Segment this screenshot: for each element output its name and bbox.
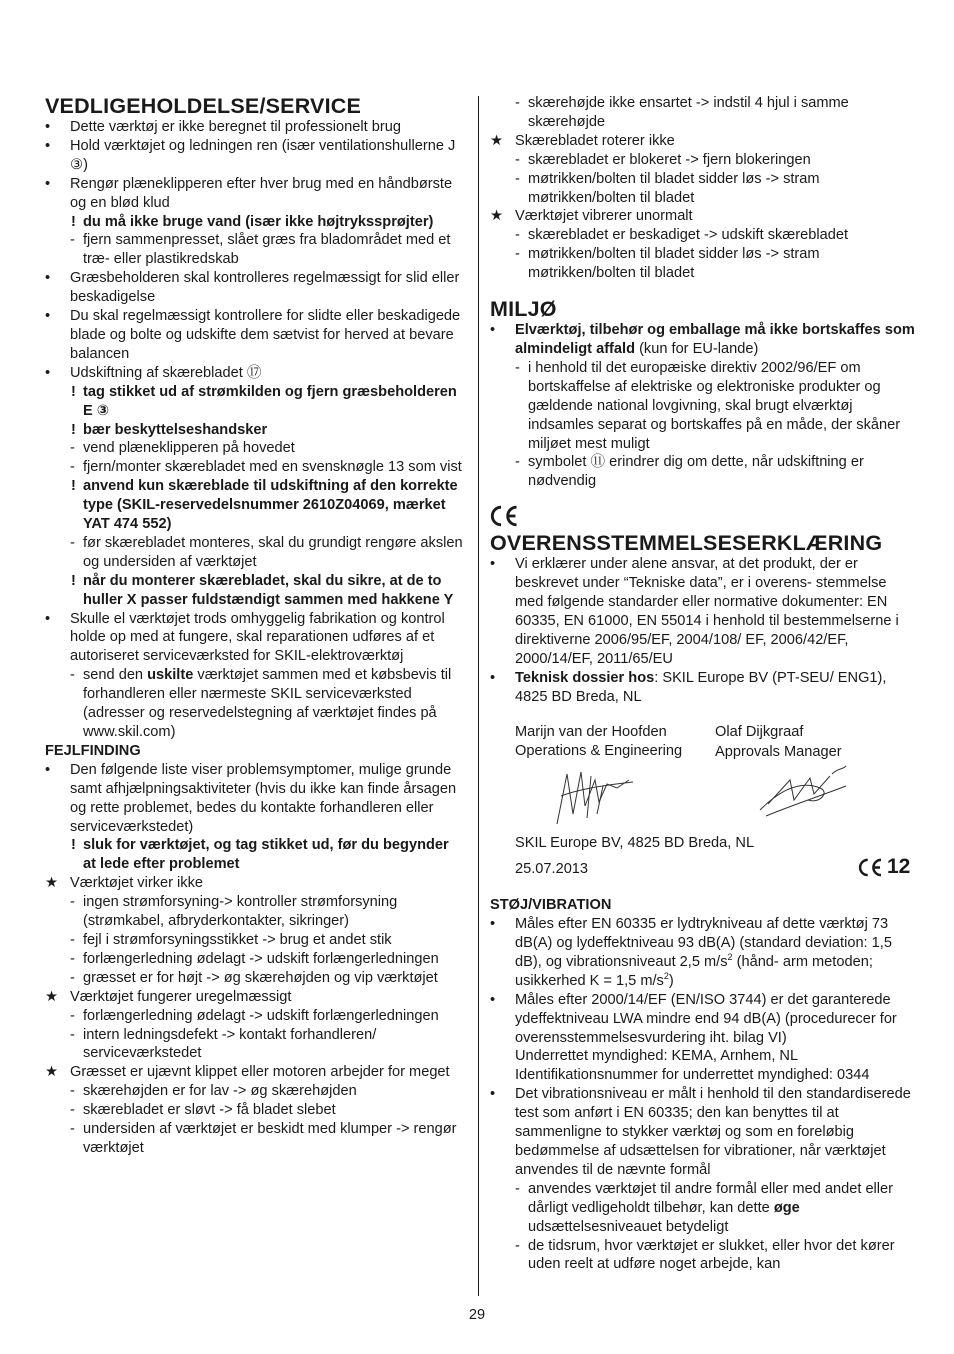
dash-marker: - [70,1007,75,1024]
warning-item [45,836,465,874]
dash-item [490,245,915,283]
spacer [490,283,915,297]
section-heading: OVERENSSTEMMELSESERKLÆRING [490,531,883,556]
dash-marker: - [70,894,75,911]
warning-item [45,213,465,232]
item-text: fejl i strømforsyningsstikket -> brug et andet stik [83,931,392,948]
dash-marker: - [515,151,520,168]
declaration-date: 25.07.2013 [515,861,589,878]
dash-marker: - [70,969,75,986]
item-text: Græsset er ujævnt klippet eller motoren arbejder for meget [70,1064,450,1081]
superscript: 2 [663,970,669,981]
item-text: Måles efter 2000/14/EF (EN/ISO 3744) er det garanterede ydeffektniveau LWA mindre end 94 dB(A) (procedurecer for overensstemmelsesvurdering iht. bilag VI) [515,991,897,1046]
item-text: Den følgende liste viser problemsymptomer, mulige grunde samt afhjælpningsaktiviteter (hvis du ikke kan finde årsagen og rette problemet, bedes du kontakte forhandleren eller serviceværkstedet) [70,761,457,835]
item-text: i henhold til det europæiske direktiv 2002/96/EF om bortskaffelse af elektriske og elektroniske produkter og gældende national lovgivning, skal brugt elværktøj indsamles separat og bortskaffes på en måde, der skåner miljøet mest muligt [528,359,901,452]
dash-item [490,1237,915,1275]
item-text: sluk for værktøjet, og tag stikket ud, før du begynder at lede efter problemet [83,837,449,873]
company-address: SKIL Europe BV, 4825 BD Breda, NL [515,835,755,852]
paragraph [490,1047,915,1066]
item-text: Græsbeholderen skal kontrolleres regelmæssigt for slid eller beskadigelse [70,270,460,306]
dash-marker: - [515,227,520,244]
section-heading: VEDLIGEHOLDELSE/SERVICE [45,94,362,118]
item-text: når du monterer skærebladet, skal du sikre, at de to huller X passer fuldstændigt sammen med hakkene Y [83,572,454,608]
item-text: Skærebladet roterer ikke [515,132,675,149]
right-column [490,94,915,1274]
item-text: skærebladet er blokeret -> fjern blokeringen [528,151,811,168]
dash-marker: - [70,440,75,457]
bullet-item [490,1085,915,1180]
item-text: møtrikken/bolten til bladet sidder løs -> stram møtrikken/bolten til bladet [528,170,820,206]
dash-marker: - [515,1237,520,1254]
item-text: vend plæneklipperen på hovedet [83,440,295,457]
dash-item [45,439,465,458]
exclamation-icon: ! [71,478,76,495]
item-text-cont: (hånd- arm metoden; usikkerhed K = 1,5 m/s [515,953,873,989]
exclamation-icon: ! [71,421,76,438]
bullet-item [490,555,915,668]
troubleshoot-symptom [45,874,465,893]
star-icon: ★ [490,132,504,149]
dash-item [45,1101,465,1120]
bullet-icon: • [45,137,51,154]
dash-item [45,534,465,572]
item-text-cont: ) [668,972,674,989]
item-text: skærehøjden er for lav -> øg skærehøjden [83,1083,357,1100]
item-text-cont: udsættelsesniveauet betydeligt [528,1218,729,1235]
dash-item [45,969,465,988]
bullet-icon: • [490,669,496,686]
bullet-item [45,137,465,175]
bullet-icon: • [45,119,51,135]
dash-marker: - [515,95,520,111]
troubleshoot-symptom [490,207,915,226]
item-text-cont: : SKIL Europe BV (PT-SEU/ ENG1), 4825 BD Breda, NL [515,669,887,705]
bullet-item [45,118,465,137]
signatory-2-name: Olaf Dijkgraaf [715,724,804,741]
dash-item [490,359,915,454]
item-text-cont: værktøjet sammen med et købsbevis til forhandleren eller nærmeste SKIL serviceværksted (adresser og reservedelstegning af værktøjet findes på www.skil.com) [83,667,452,740]
bullet-item [45,364,465,383]
item-text: intern ledningsdefekt -> kontakt forhandleren/ serviceværkstedet [83,1026,377,1062]
signatory-1-name: Marijn van der Hoofden [515,724,667,741]
bullet-item [490,915,915,991]
star-icon: ★ [490,208,504,225]
dash-item [45,1082,465,1101]
bullet-item [45,175,465,213]
dash-item [490,226,915,245]
item-text: før skærebladet monteres, skal du grundigt rengøre akslen og undersiden af værktøjet [83,534,463,570]
signature-block [490,723,915,884]
dash-marker: - [515,359,520,376]
item-text: anvendes værktøjet til andre formål eller med andet eller dårligt vedligeholdt tilbehør, kan dette [528,1180,894,1216]
dash-marker: - [70,232,75,249]
item-bold-text: uskilte [147,667,194,684]
dash-marker: - [515,170,520,187]
signatory-1 [515,723,715,762]
warning-item [45,572,465,610]
dash-item [490,94,915,132]
item-text: Rengør plæneklipperen efter hver brug med en håndbørste og en blød klud [70,175,453,211]
bullet-icon: • [490,1086,496,1103]
signatory-names [490,723,915,762]
bullet-icon: • [45,308,51,325]
item-bold-text: Elværktøj, tilbehør og emballage må ikke bortskaffes som almindeligt affald [515,322,915,357]
item-text: skærebladet er sløvt -> få bladet slebet [83,1102,336,1119]
dash-item [490,151,915,170]
page-number: 29 [468,1307,486,1323]
bullet-icon: • [490,916,496,933]
dash-item [490,1180,915,1237]
dash-item [45,950,465,969]
bullet-icon: • [45,270,51,287]
bullet-icon: • [490,322,496,339]
dash-marker: - [70,1121,75,1138]
bullet-item [45,761,465,837]
bullet-item [490,669,915,707]
dash-marker: - [515,246,520,263]
dash-item [45,231,465,269]
paragraph-text: Identifikationsnummer for underrettet myndighed: 0344 [515,1067,870,1084]
dash-item [45,1120,465,1158]
subsection-heading: FEJLFINDING [45,742,141,759]
dash-marker: - [70,667,75,684]
dash-marker: - [515,1180,520,1197]
dash-marker: - [70,459,75,476]
bullet-item [45,610,465,667]
bullet-item [490,321,915,359]
item-text-cont: (kun for EU-lande) [635,340,759,357]
superscript: 2 [727,952,733,963]
troubleshoot-symptom [490,132,915,151]
dash-item [45,458,465,477]
signature-1-image [537,766,637,830]
item-text: skærebladet er beskadiget -> udskift skærebladet [528,227,849,244]
ce-mark-icon [858,858,885,877]
exclamation-icon: ! [71,383,76,400]
item-bold-text: øge [773,1199,800,1216]
item-text: anvend kun skæreblade til udskiftning af den korrekte type (SKIL-reservedelsnummer 2610Z04069, mærket YAT 474 552) [83,478,458,533]
bullet-icon: • [490,991,496,1008]
item-text: Udskiftning af skærebladet ⑰ [70,364,262,381]
item-text: Vi erklærer under alene ansvar, at det produkt, der er beskrevet under “Tekniske data”, er i overens- stemmelse med følgende standarder eller normative dokumenter: EN 60335, EN 61000, EN 55014 i henhold til bestemmelserne i direktiverne 2006/95/EF, 2004/108/ EF, 2006/42/EF, 2000/14/EF, 2011/65/EU [515,556,899,667]
item-text: bær beskyttelseshandsker [83,421,268,438]
item-text: undersiden af værktøjet er beskidt med klumper -> rengør værktøjet [83,1121,457,1156]
item-text: forlængerledning ødelagt -> udskift forlængerledningen [83,950,439,967]
item-text: forlængerledning ødelagt -> udskift forlængerledningen [83,1007,439,1024]
dash-marker: - [70,950,75,967]
date-row [490,855,915,884]
exclamation-icon: ! [71,572,76,589]
item-text: Du skal regelmæssigt kontrollere for slidte eller beskadigede blade og bolte og udskifte dem sætvist for herved at bevare balancen [70,308,461,362]
item-text: skærehøjde ikke ensartet -> indstil 4 hjul i samme skærehøjde [528,95,849,130]
warning-item [45,477,465,534]
exclamation-icon: ! [71,213,76,230]
dash-marker: - [515,454,520,471]
dash-marker: - [70,1026,75,1043]
paragraph [490,1066,915,1085]
dash-marker: - [70,534,75,551]
star-icon: ★ [45,988,59,1005]
item-text: græsset er for højt -> øg skærehøjden og vip værktøjet [83,969,438,986]
dash-item [45,931,465,950]
item-text: du må ikke bruge vand (især ikke højtrykssprøjter) [83,213,434,230]
ce-mark-icon [490,505,521,527]
item-text: Værktøjet vibrerer unormalt [515,208,693,225]
section-heading: MILJØ [490,297,557,322]
signatures [515,762,915,832]
bullet-icon: • [490,556,496,573]
signatory-1-title: Operations & Engineering [515,743,683,760]
troubleshoot-symptom [45,1063,465,1082]
item-text: Måles efter EN 60335 er lydtrykniveau af dette værktøj 73 dB(A) og lydeffektniveau 93 dB(A) (standard deviation: 1,5 dB), og vibrationsniveaut 2,5 m/s [515,916,892,970]
warning-item [45,383,465,421]
bullet-item [45,269,465,307]
item-text: fjern/monter skærebladet med en svensknøgle 13 som vist [83,459,462,476]
item-text: de tidsrum, hvor værktøjet er slukket, eller hvor det kører uden reelt at udføre noget arbejde, kan [528,1237,895,1273]
bullet-item [45,307,465,364]
signatory-2-title: Approvals Manager [715,744,842,761]
bullet-item [490,991,915,1048]
star-icon: ★ [45,875,59,892]
star-icon: ★ [45,1064,59,1081]
item-text: fjern sammenpresset, slået græs fra bladområdet med et træ- eller plastikredskab [83,232,451,268]
left-column [45,94,465,1158]
dash-marker: - [70,931,75,948]
dash-item [45,666,465,742]
dash-item [490,170,915,208]
bullet-icon: • [45,761,51,778]
item-text: symbolet ⑪ erindrer dig om dette, når udskiftning er nødvendig [528,454,864,490]
item-text: Dette værktøj er ikke beregnet til professionelt brug [70,119,401,135]
troubleshoot-symptom [45,988,465,1007]
dash-marker: - [70,1102,75,1119]
item-text: send den [83,667,148,684]
item-text: møtrikken/bolten til bladet sidder løs -> stram møtrikken/bolten til bladet [528,246,820,282]
subsection-heading: STØJ/VIBRATION [490,897,612,914]
item-text: tag stikket ud af strømkilden og fjern græsbeholderen E ③ [83,383,457,419]
ce-mark-year [858,855,911,879]
item-text: Skulle el værktøjet trods omhyggelig fabrikation og kontrol holde op med at fungere, skal reparationen udføres af et autoriseret serviceværksted for SKIL-elektroværktøj [70,610,445,665]
warning-item [45,421,465,440]
item-text: Det vibrationsniveau er målt i henhold til den standardiserede test som anført i EN 60335; den kan benyttes til at sammenligne to stykker værktøj og som en foreløbig bedømmelse af udsættelsen for vibrationer, når værktøjet anvendes til de nævnte formål [515,1086,911,1178]
bullet-icon: • [45,364,51,381]
ce-mark-year-text: 12 [887,855,911,879]
dash-item [45,893,465,931]
paragraph-text: Underrettet myndighed: KEMA, Arnhem, NL [515,1048,799,1065]
item-bold-text: Teknisk dossier hos [515,669,655,686]
bullet-icon: • [45,175,51,192]
bullet-icon: • [45,610,51,627]
dash-item [45,1007,465,1026]
item-text: Hold værktøjet og ledningen ren (især ventilationshullerne J ③) [70,137,456,173]
ce-mark [490,505,915,529]
signatory-2 [715,723,915,762]
item-text: ingen strømforsyning-> kontroller strømforsyning (strømkabel, afbryderkontakter, sikringer) [83,894,398,930]
dash-marker: - [70,1083,75,1100]
item-text: Værktøjet virker ikke [70,875,203,892]
exclamation-icon: ! [71,837,76,854]
dash-item [490,453,915,491]
dash-item [45,1026,465,1064]
signature-2-image [750,760,850,824]
item-text: Værktøjet fungerer uregelmæssigt [70,988,292,1005]
column-divider [478,96,479,1296]
